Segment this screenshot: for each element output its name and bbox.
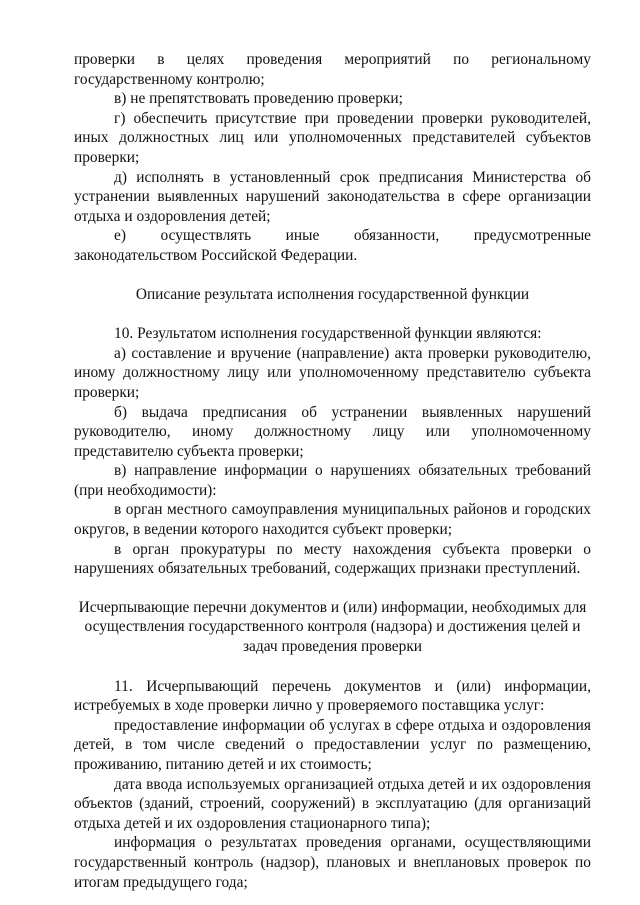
section-heading-line: осуществления государственного контроля (надзора) и достижения целей и: [84, 618, 581, 636]
paragraph-11-services: предоставление информации об услугах в сфере отдыха и оздоровления детей, в том числе сведений о предоставлении услуг по размещению, проживанию, питанию детей и их стоимость;: [74, 716, 591, 773]
paragraph-10: 10. Результатом исполнения государственной функции являются:: [114, 325, 542, 343]
document-page: [74, 50, 591, 892]
paragraph-item-d: д) исполнять в установленный срок предписания Министерства об устранении выявленных нарушений законодательства в сфере организации отдыха и оздоровления детей;: [74, 168, 591, 225]
section-heading-result: Описание результата исполнения государственной функции: [135, 285, 530, 303]
paragraph-10-b: б) выдача предписания об устранении выявленных нарушений руководителю, иному должностному лицу или уполномоченному представителю субъекта проверки;: [74, 403, 591, 460]
paragraph-10-v-local: в орган местного самоуправления муниципальных районов и городских округов, в ведении которого находится субъект проверки;: [74, 501, 591, 539]
paragraph-10-v: в) направление информации о нарушениях обязательных требований (при необходимости):: [74, 462, 591, 499]
paragraph-10-v-prosecutor: в орган прокуратуры по месту нахождения субъекта проверки о нарушениях обязательных требований, содержащих признаки преступлений.: [74, 540, 591, 578]
section-heading-documents: [74, 598, 591, 657]
paragraph-11: 11. Исчерпывающий перечень документов и (или) информации, истребуемых в ходе проверки лично у проверяемого поставщика услуг:: [74, 677, 591, 715]
section-heading-line: Исчерпывающие перечни документов и (или) информации, необходимых для: [78, 598, 587, 616]
paragraph-10-a: а) составление и вручение (направление) акта проверки руководителю, иному должностному лицу или уполномоченному представителю субъекта проверки;: [74, 344, 591, 401]
paragraph-item-v: в) не препятствовать проведению проверки;: [114, 90, 403, 108]
section-heading-line: задач проведения проверки: [242, 638, 423, 656]
paragraph-item-e: е) осуществлять иные обязанности, предусмотренные законодательством Российской Федерации.: [74, 227, 591, 264]
paragraph-11-inspections: информация о результатах проведения органами, осуществляющими государственный контроль (надзор), плановых и внеплановых проверок по итогам предыдущего года;: [74, 834, 591, 891]
paragraph-11-commissioning: дата ввода используемых организацией отдыха детей и их оздоровления объектов (зданий, строений, сооружений) в эксплуатацию (для организаций отдыха детей и их оздоровления стационарного типа);: [74, 775, 591, 832]
paragraph-item-g: г) обеспечить присутствие при проведении проверки руководителей, иных должностных лиц или уполномоченных представителей субъектов проверки;: [74, 109, 591, 166]
paragraph-continuation: проверки в целях проведения мероприятий по региональному государственному контролю;: [74, 51, 591, 88]
